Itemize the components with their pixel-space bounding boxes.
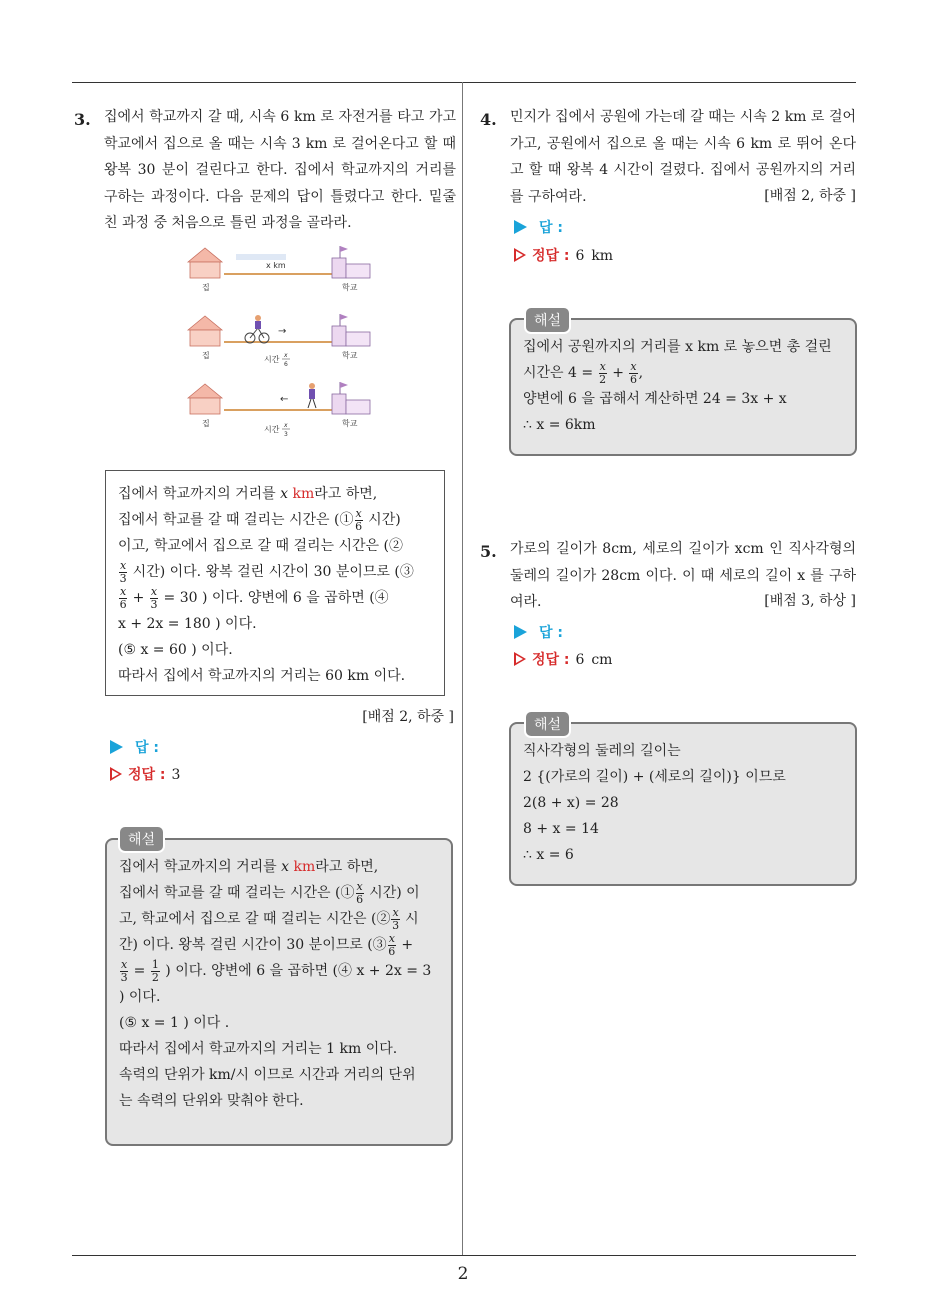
column-divider [462, 82, 463, 1255]
header-rule [72, 82, 856, 83]
bicycle-icon [245, 315, 269, 343]
svg-text:집: 집 [202, 283, 210, 292]
q3-solution-tag: 해설 [118, 825, 165, 853]
svg-text:6: 6 [284, 361, 288, 368]
outline-triangle-icon [110, 767, 122, 781]
q3-process-box: 집에서 학교까지의 거리를 x km라고 하면, 집에서 학교를 갈 때 걸리는 시간은 (① $\frac{x}{6}$ 시간) 이고, 학교에서 집으로 갈 때 걸리는 시간은 (② $\frac{x}{3}$ 시간) 이다. 왕복 걸린 시간이 30 분이므로 (③ $\frac{x}{6}$ + $\frac{x}{3}$ = 30 ) 이다. 양변에 6 을 곱하면 (④ x + 2x = 180 ) 이다. (⑤ x = 60 ) 이다. 따라서 집에서 학교까지의 거리는 60 km 이다. [105, 470, 445, 696]
q3-answer: 답 : [110, 737, 159, 757]
q3-number: 3. [74, 110, 91, 129]
svg-text:x: x [284, 422, 288, 429]
svg-text:시간: 시간 [264, 425, 280, 434]
outline-triangle-icon [514, 248, 526, 262]
svg-text:→: → [278, 326, 287, 337]
house-icon [188, 316, 222, 346]
q4-number: 4. [480, 110, 497, 129]
q3-score: [배점 2, 하중 ] [362, 709, 454, 725]
svg-text:←: ← [280, 394, 289, 405]
q5-answer: 답 : [514, 622, 563, 642]
q5-text: 가로의 길이가 8cm, 세로의 길이가 xcm 인 직사각형의 둘레의 길이가 28cm 이다. 이 때 세로의 길이 x 를 구하여라. [510, 541, 856, 610]
play-triangle-icon [514, 220, 527, 234]
outline-triangle-icon [514, 652, 526, 666]
house-icon [188, 384, 222, 414]
q3-figure [180, 240, 380, 440]
q3-correct: 정답 : 3 [110, 764, 180, 784]
q5-solution-box: 직사각형의 둘레의 길이는 2 {(가로의 길이) + (세로의 길이)} 이므로 2(8 + x) = 28 8 + x = 14 ∴ x = 6 [509, 722, 857, 886]
svg-text:학교: 학교 [342, 351, 358, 360]
page-number: 2 [457, 1264, 469, 1284]
svg-text:학교: 학교 [342, 419, 358, 428]
q5-number: 5. [480, 542, 497, 561]
svg-text:집: 집 [202, 419, 210, 428]
svg-text:시간: 시간 [264, 355, 280, 364]
walking-person-icon [308, 383, 316, 408]
school-icon [332, 314, 370, 346]
svg-text:학교: 학교 [342, 283, 358, 292]
house-icon [188, 248, 222, 278]
distance-label: x km [266, 261, 286, 270]
q5-score: [배점 3, 하상 ] [764, 593, 856, 609]
play-triangle-icon [110, 740, 123, 754]
q4-correct: 정답 : 6 km [514, 245, 613, 265]
q5-solution-tag: 해설 [524, 710, 571, 738]
play-triangle-icon [514, 625, 527, 639]
school-icon [332, 246, 370, 278]
q3-text: 집에서 학교까지 갈 때, 시속 6 km 로 자전거를 타고 가고 학교에서 집으로 올 때는 시속 3 km 로 걸어온다고 할 때 왕복 30 분이 걸린다고 한다. 집에서 학교까지의 거리를 구하는 과정이다. 다음 문제의 답이 틀렸다고 한다. 밑줄 친 과정 중 처음으로 틀린 과정을 골라라. [104, 109, 456, 231]
svg-text:집: 집 [202, 351, 210, 360]
footer-rule [72, 1255, 856, 1256]
q4-solution-box: 집에서 공원까지의 거리를 x km 로 놓으면 총 걸린 시간은 4 = $\frac{x}{2}$ + $\frac{x}{6}$ , 양변에 6 을 곱해서 계산하면 24 = 3x + x ∴ x = 6km [509, 318, 857, 456]
q4-score: [배점 2, 하중 ] [764, 188, 856, 204]
q4-solution-tag: 해설 [524, 306, 571, 334]
q3-solution-box: 집에서 학교까지의 거리를 x km라고 하면, 집에서 학교를 갈 때 걸리는 시간은 (① $\frac{x}{6}$ 시간) 이 고, 학교에서 집으로 갈 때 걸리는 시간은 (② $\frac{x}{3}$ 시 간) 이다. 왕복 걸린 시간이 30 분이므로 (③ $\frac{x}{6}$ + $\frac{x}{3}$ = $\frac{1}{2}$ ) 이다. 양변에 6 을 곱하면 (④ x + 2x = 3 ) 이다. (⑤ x = 1 ) 이다 . 따라서 집에서 학교까지의 거리는 1 km 이다. 속력의 단위가 km/시 이므로 시간과 거리의 단위 는 속력의 단위와 맞춰야 한다. [105, 838, 453, 1146]
q4-text: 민지가 집에서 공원에 가는데 갈 때는 시속 2 km 로 걸어가고, 공원에서 집으로 올 때는 시속 6 km 로 뛰어 온다고 할 때 왕복 4 시간이 걸렸다. 집에서 공원까지의 거리를 구하여라. [510, 109, 856, 205]
school-icon [332, 382, 370, 414]
q5-correct: 정답 : 6 cm [514, 649, 612, 669]
svg-text:3: 3 [284, 431, 288, 438]
svg-text:x: x [284, 352, 288, 359]
q4-answer: 답 : [514, 217, 563, 237]
